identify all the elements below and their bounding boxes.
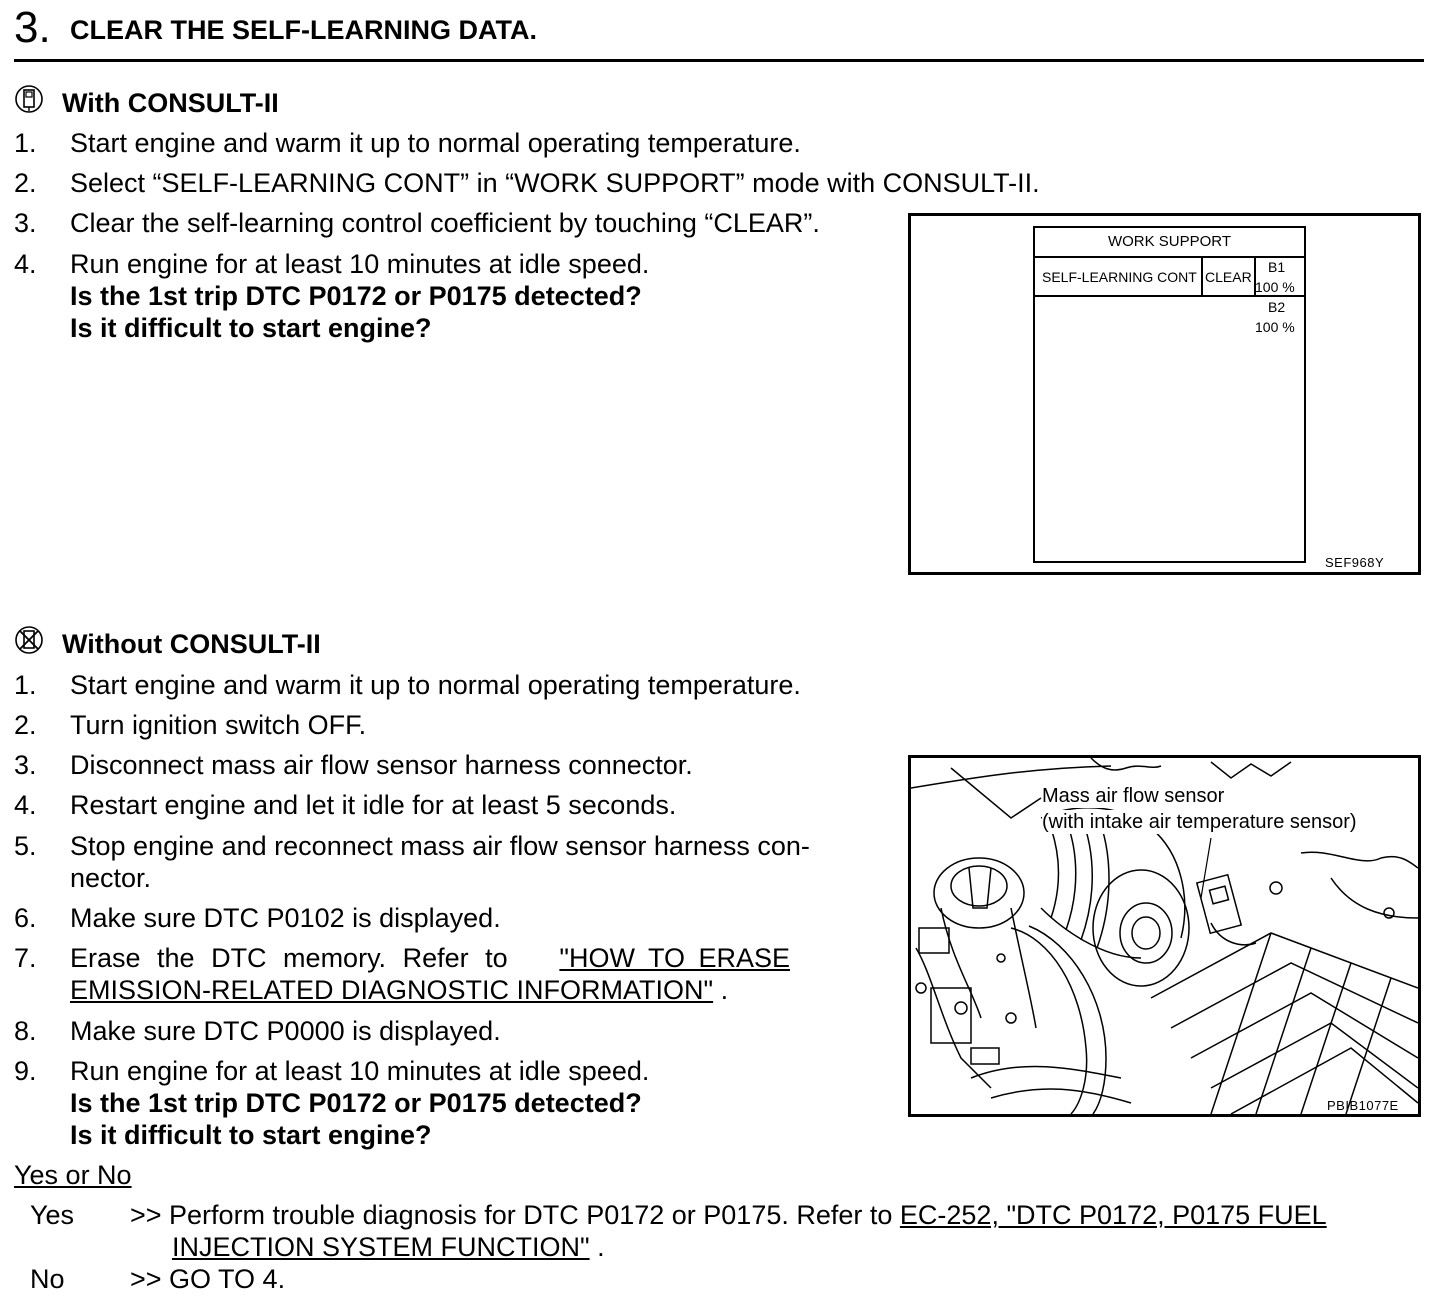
list-text: Disconnect mass air flow sensor harness connector. bbox=[70, 750, 693, 780]
list-number: 4. bbox=[14, 790, 37, 820]
list-text-after: . bbox=[713, 975, 729, 1005]
list-text: Stop engine and reconnect mass air flow sensor harness con- bbox=[70, 831, 810, 861]
list-number: 2. bbox=[14, 168, 37, 198]
bank1-value: 100 % bbox=[1255, 279, 1295, 295]
yes-or-no-heading: Yes or No bbox=[14, 1160, 132, 1190]
cell-divider bbox=[1201, 256, 1203, 297]
no-consult-icon bbox=[14, 625, 44, 655]
no-label: No bbox=[30, 1264, 65, 1294]
dtc-p0172-link[interactable]: EC-252, "DTC P0172, P0175 FUEL bbox=[899, 1200, 1327, 1230]
list-text: Restart engine and let it idle for at least 5 seconds. bbox=[70, 790, 677, 820]
dtc-p0172-link-continued[interactable]: INJECTION SYSTEM FUNCTION" bbox=[172, 1232, 590, 1262]
list-number: 6. bbox=[14, 903, 37, 933]
bank2-value: 100 % bbox=[1255, 319, 1295, 335]
list-text: Select “SELF-LEARNING CONT” in “WORK SUPPORT” mode with CONSULT-II. bbox=[70, 168, 1040, 198]
yes-action-continued bbox=[172, 1231, 605, 1263]
with-consult-heading: With CONSULT-II bbox=[62, 88, 279, 118]
list-text: Turn ignition switch OFF. bbox=[70, 710, 367, 740]
work-item-label: SELF-LEARNING CONT bbox=[1042, 269, 1197, 285]
work-support-title: WORK SUPPORT bbox=[1107, 233, 1232, 250]
no-action: >> GO TO 4. bbox=[130, 1264, 286, 1294]
list-text: Make sure DTC P0000 is displayed. bbox=[70, 1016, 501, 1046]
list-number: 2. bbox=[14, 710, 37, 740]
without-consult-heading: Without CONSULT-II bbox=[62, 629, 321, 659]
consult-tester-icon bbox=[14, 84, 44, 114]
sensor-label-line1: Mass air flow sensor bbox=[1042, 785, 1225, 807]
screen-divider bbox=[1035, 295, 1304, 297]
question: Is it difficult to start engine? bbox=[70, 1120, 432, 1150]
yes-action bbox=[130, 1199, 1327, 1231]
question: Is the 1st trip DTC P0172 or P0175 detected? bbox=[70, 281, 642, 311]
list-text bbox=[70, 942, 790, 974]
list-number: 7. bbox=[14, 943, 37, 973]
list-number: 3. bbox=[14, 208, 37, 238]
list-number: 1. bbox=[14, 128, 37, 158]
list-number: 4. bbox=[14, 249, 37, 279]
list-text: Run engine for at least 10 minutes at idle speed. bbox=[70, 249, 650, 279]
list-number: 3. bbox=[14, 750, 37, 780]
list-text: Clear the self-learning control coefficient by touching “CLEAR”. bbox=[70, 208, 820, 238]
question: Is it difficult to start engine? bbox=[70, 313, 432, 343]
screen-divider bbox=[1035, 256, 1304, 258]
list-text: Start engine and warm it up to normal operating temperature. bbox=[70, 128, 801, 158]
list-text: Make sure DTC P0102 is displayed. bbox=[70, 903, 501, 933]
list-text: Run engine for at least 10 minutes at idle speed. bbox=[70, 1056, 650, 1086]
list-text-before: Erase the DTC memory. Refer to bbox=[70, 943, 508, 973]
list-number: 5. bbox=[14, 831, 37, 861]
list-text: Start engine and warm it up to normal operating temperature. bbox=[70, 670, 801, 700]
list-number: 8. bbox=[14, 1016, 37, 1046]
figure-ref: SEF968Y bbox=[1325, 555, 1385, 570]
erase-dtc-link[interactable]: "HOW TO ERASE bbox=[559, 943, 790, 973]
list-number: 1. bbox=[14, 670, 37, 700]
step-title: CLEAR THE SELF-LEARNING DATA. bbox=[70, 15, 537, 45]
header-rule bbox=[14, 59, 1424, 62]
bank1-label: B1 bbox=[1268, 259, 1286, 275]
yes-label: Yes bbox=[30, 1200, 75, 1230]
yes-action-text: >> Perform trouble diagnosis for DTC P0172 or P0175. Refer to bbox=[130, 1200, 900, 1230]
list-item bbox=[14, 942, 894, 1006]
yes-action-after: . bbox=[589, 1232, 605, 1262]
figure-ref: PBIB1077E bbox=[1327, 1098, 1399, 1113]
list-item bbox=[14, 830, 894, 894]
clear-button: CLEAR bbox=[1205, 269, 1252, 285]
question: Is the 1st trip DTC P0172 or P0175 detected? bbox=[70, 1088, 642, 1118]
list-text-continued: nector. bbox=[70, 863, 152, 893]
list-number: 9. bbox=[14, 1056, 37, 1086]
sensor-label-line2: (with intake air temperature sensor) bbox=[1042, 811, 1357, 833]
step-number: 3. bbox=[14, 3, 51, 52]
list-text-continued bbox=[70, 974, 728, 1006]
bank2-label: B2 bbox=[1268, 299, 1286, 315]
erase-dtc-link-continued[interactable]: EMISSION-RELATED DIAGNOSTIC INFORMATION" bbox=[70, 975, 714, 1005]
